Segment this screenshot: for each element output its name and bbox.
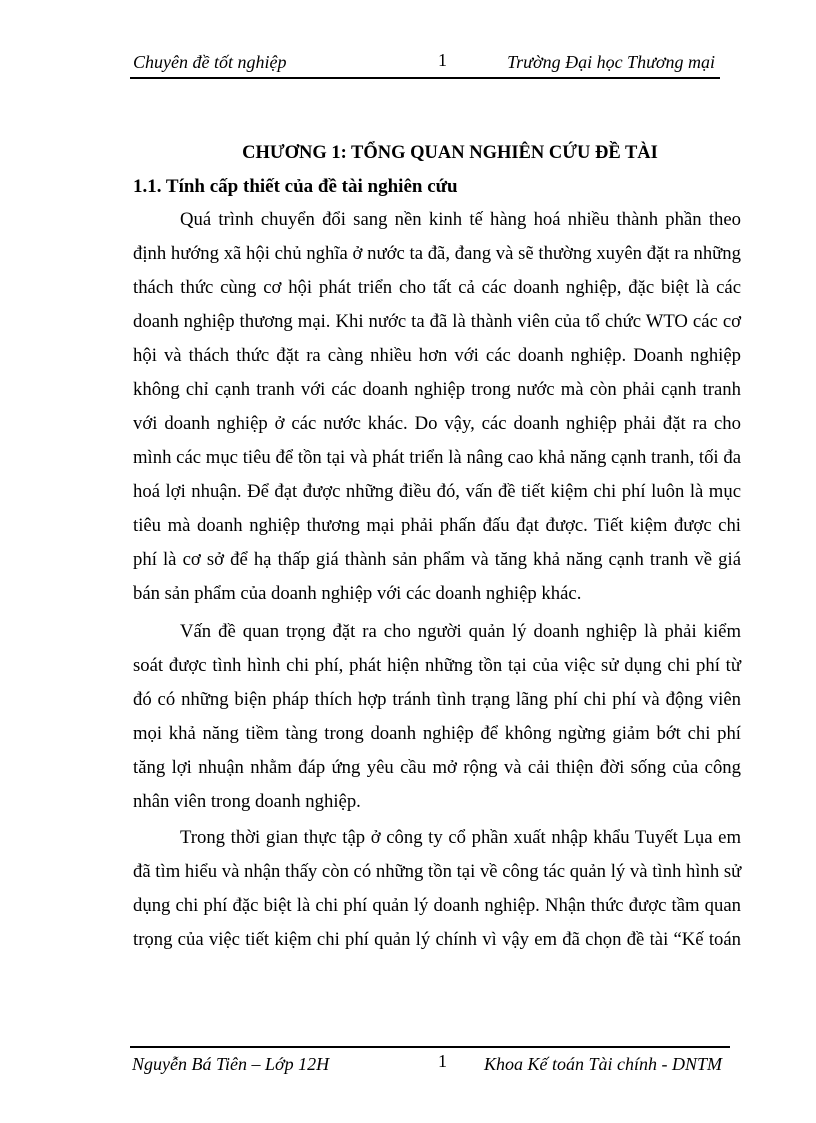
body-line: hoá lợi nhuận. Để đạt được những điều đó, vấn đề tiết kiệm chi phí luôn là mục	[133, 481, 741, 502]
body-line: định hướng xã hội chủ nghĩa ở nước ta đã, đang và sẽ thường xuyên đặt ra những	[133, 243, 741, 264]
body-line: doanh nghiệp thương mại. Khi nước ta đã là thành viên của tổ chức WTO các cơ	[133, 311, 741, 332]
body-line: không chỉ cạnh tranh với các doanh nghiệp trong nước mà còn phải cạnh tranh	[133, 379, 741, 400]
body-line: trọng của việc tiết kiệm chi phí quản lý chính vì vậy em đã chọn đề tài “Kế toán	[133, 929, 741, 950]
header-page-number: 1	[438, 50, 447, 70]
body-line: nhân viên trong doanh nghiệp.	[133, 791, 361, 812]
body-line: tăng lợi nhuận nhằm đáp ứng yêu cầu mở rộng và cải thiện đời sống của công	[133, 757, 741, 778]
footer-right-text: Khoa Kế toán Tài chính - DNTM	[484, 1054, 723, 1074]
body-line: với doanh nghiệp ở các nước khác. Do vậy, các doanh nghiệp phải đặt ra cho	[133, 413, 741, 434]
body-line: mình các mục tiêu để tồn tại và phát triển là nâng cao khả năng cạnh tranh, tối đa	[133, 447, 741, 468]
body-line: bán sản phẩm của doanh nghiệp với các doanh nghiệp khác.	[133, 583, 582, 604]
footer-page-number: 1	[438, 1051, 447, 1071]
header-left-text: Chuyên đề tốt nghiệp	[133, 52, 287, 72]
body-line: dụng chi phí đặc biệt là chi phí quản lý doanh nghiệp. Nhận thức được tầm quan	[133, 895, 741, 916]
body-line: thách thức cùng cơ hội phát triển cho tất cả các doanh nghiệp, đặc biệt là các	[133, 277, 741, 298]
body-line: Quá trình chuyển đổi sang nền kinh tế hàng hoá nhiều thành phần theo	[180, 209, 741, 230]
section-title: 1.1. Tính cấp thiết của đề tài nghiên cứu	[133, 176, 458, 197]
body-line: Trong thời gian thực tập ở công ty cổ phần xuất nhập khẩu Tuyết Lụa em	[180, 827, 741, 848]
body-line: đã tìm hiểu và nhận thấy còn có những tồn tại về công tác quản lý và tình hình sử	[133, 861, 742, 882]
chapter-title: CHƯƠNG 1: TỔNG QUAN NGHIÊN CỨU ĐỀ TÀI	[242, 143, 658, 163]
body-line: đó có những biện pháp thích hợp tránh tình trạng lãng phí chi phí và động viên	[133, 689, 741, 710]
body-line: hội và thách thức đặt ra càng nhiều hơn với các doanh nghiệp. Doanh nghiệp	[133, 345, 741, 366]
body-line: soát được tình hình chi phí, phát hiện những tồn tại của việc sử dụng chi phí từ	[133, 655, 741, 676]
body-line: Vấn đề quan trọng đặt ra cho người quản lý doanh nghiệp là phải kiểm	[180, 621, 741, 642]
page-footer	[130, 1046, 730, 1078]
body-line: mọi khả năng tiềm tàng trong doanh nghiệp để không ngừng giảm bớt chi phí	[133, 723, 741, 744]
body-line: tiêu mà doanh nghiệp thương mại phải phấn đấu đạt được. Tiết kiệm được chi	[133, 515, 741, 536]
footer-left-text: Nguyễn Bá Tiên – Lớp 12H	[132, 1054, 330, 1074]
body-line: phí là cơ sở để hạ thấp giá thành sản phẩm và tăng khả năng cạnh tranh về giá	[133, 549, 741, 570]
page-header	[130, 50, 720, 79]
header-right-text: Trường Đại học Thương mại	[507, 52, 715, 72]
